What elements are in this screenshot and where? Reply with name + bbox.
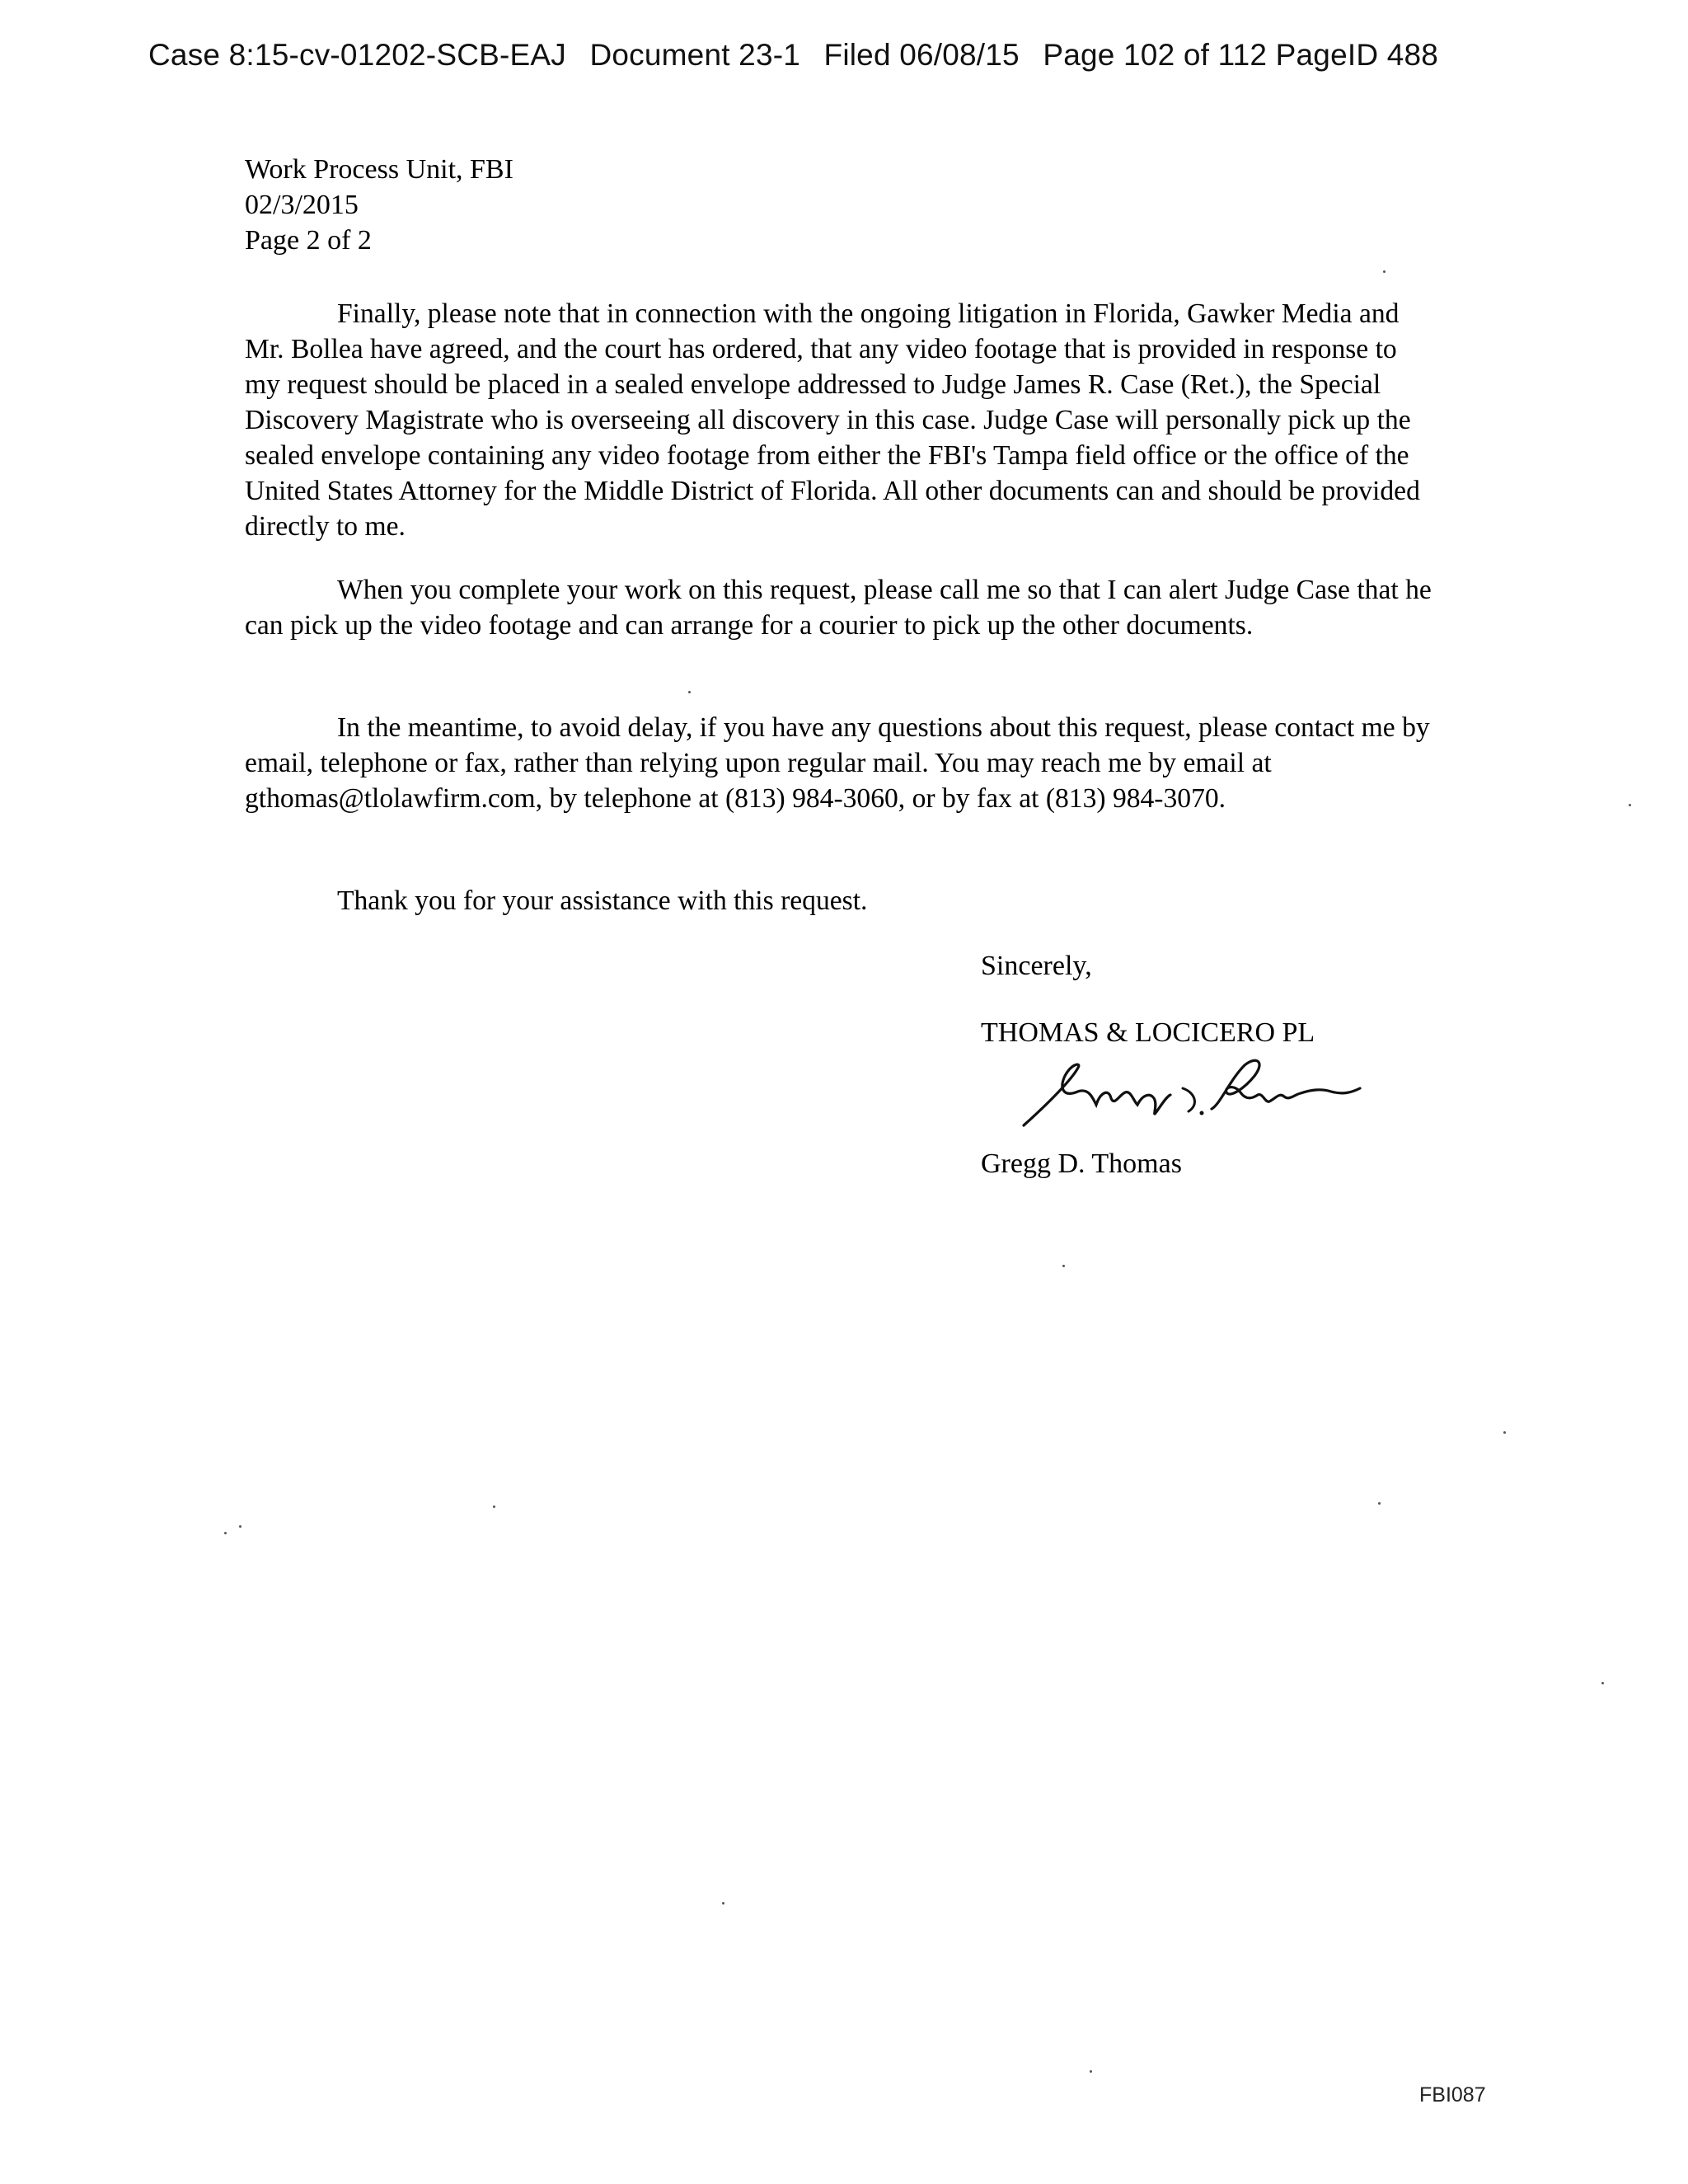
recipient-line: Work Process Unit, FBI xyxy=(245,154,513,185)
signer-name: Gregg D. Thomas xyxy=(981,1148,1182,1179)
bates-number: FBI087 xyxy=(1419,2083,1486,2107)
scan-speck xyxy=(1378,1502,1381,1505)
scan-speck xyxy=(688,691,691,693)
scan-speck xyxy=(1090,2070,1092,2073)
scan-speck xyxy=(493,1505,495,1508)
scan-speck xyxy=(1601,1682,1604,1684)
scan-speck xyxy=(1503,1431,1506,1434)
letter-date: 02/3/2015 xyxy=(245,190,359,220)
scan-speck xyxy=(1629,804,1631,806)
body-paragraph: Finally, please note that in connection with the ongoing litigation in Florida, Gawker Media and Mr. Bollea have agreed, and the court has ordered, that any video footage that is provided in response to my request should be placed in a sealed envelope addressed to Judge James R. Case (Ret.), the Special Discovery Magistrate who is overseeing all discovery in this case. Judge Case will personally pick up the sealed envelope containing any video footage from either the FBI's Tampa field office or the office of the United States Attorney for the Middle District of Florida. All other documents can and should be provided directly to me. xyxy=(245,298,1420,542)
handwritten-signature xyxy=(1014,1047,1409,1154)
filed-date: Filed 06/08/15 xyxy=(823,38,1020,72)
document-number: Document 23-1 xyxy=(589,38,801,72)
body-paragraph: When you complete your work on this request, please call me so that I can alert Judge Case that he can pick up the video footage and can arrange for a courier to pick up the other documents. xyxy=(245,575,1432,641)
scan-speck xyxy=(1062,1265,1065,1267)
scan-speck xyxy=(722,1902,724,1905)
case-number: Case 8:15-cv-01202-SCB-EAJ xyxy=(148,38,566,72)
page-id: Page 102 of 112 PageID 488 xyxy=(1043,38,1439,72)
scan-speck xyxy=(224,1532,227,1534)
body-paragraph: In the meantime, to avoid delay, if you have any questions about this request, please contact me by email, telephone or fax, rather than relying upon regular mail. You may reach me by email at gthomas@tlolawfirm.com, by telephone at (813) 984-3060, or by fax at (813) 984-3070. xyxy=(245,712,1430,814)
case-header-stamp xyxy=(148,38,1453,73)
letter-header xyxy=(245,152,1432,258)
firm-name: THOMAS & LOCICERO PL xyxy=(981,1017,1315,1048)
scan-speck xyxy=(239,1525,241,1528)
scan-speck xyxy=(1383,270,1386,273)
body-paragraph: Thank you for your assistance with this request. xyxy=(337,885,868,916)
closing-salutation: Sincerely, xyxy=(981,951,1092,981)
letter-page-number: Page 2 of 2 xyxy=(245,225,372,256)
